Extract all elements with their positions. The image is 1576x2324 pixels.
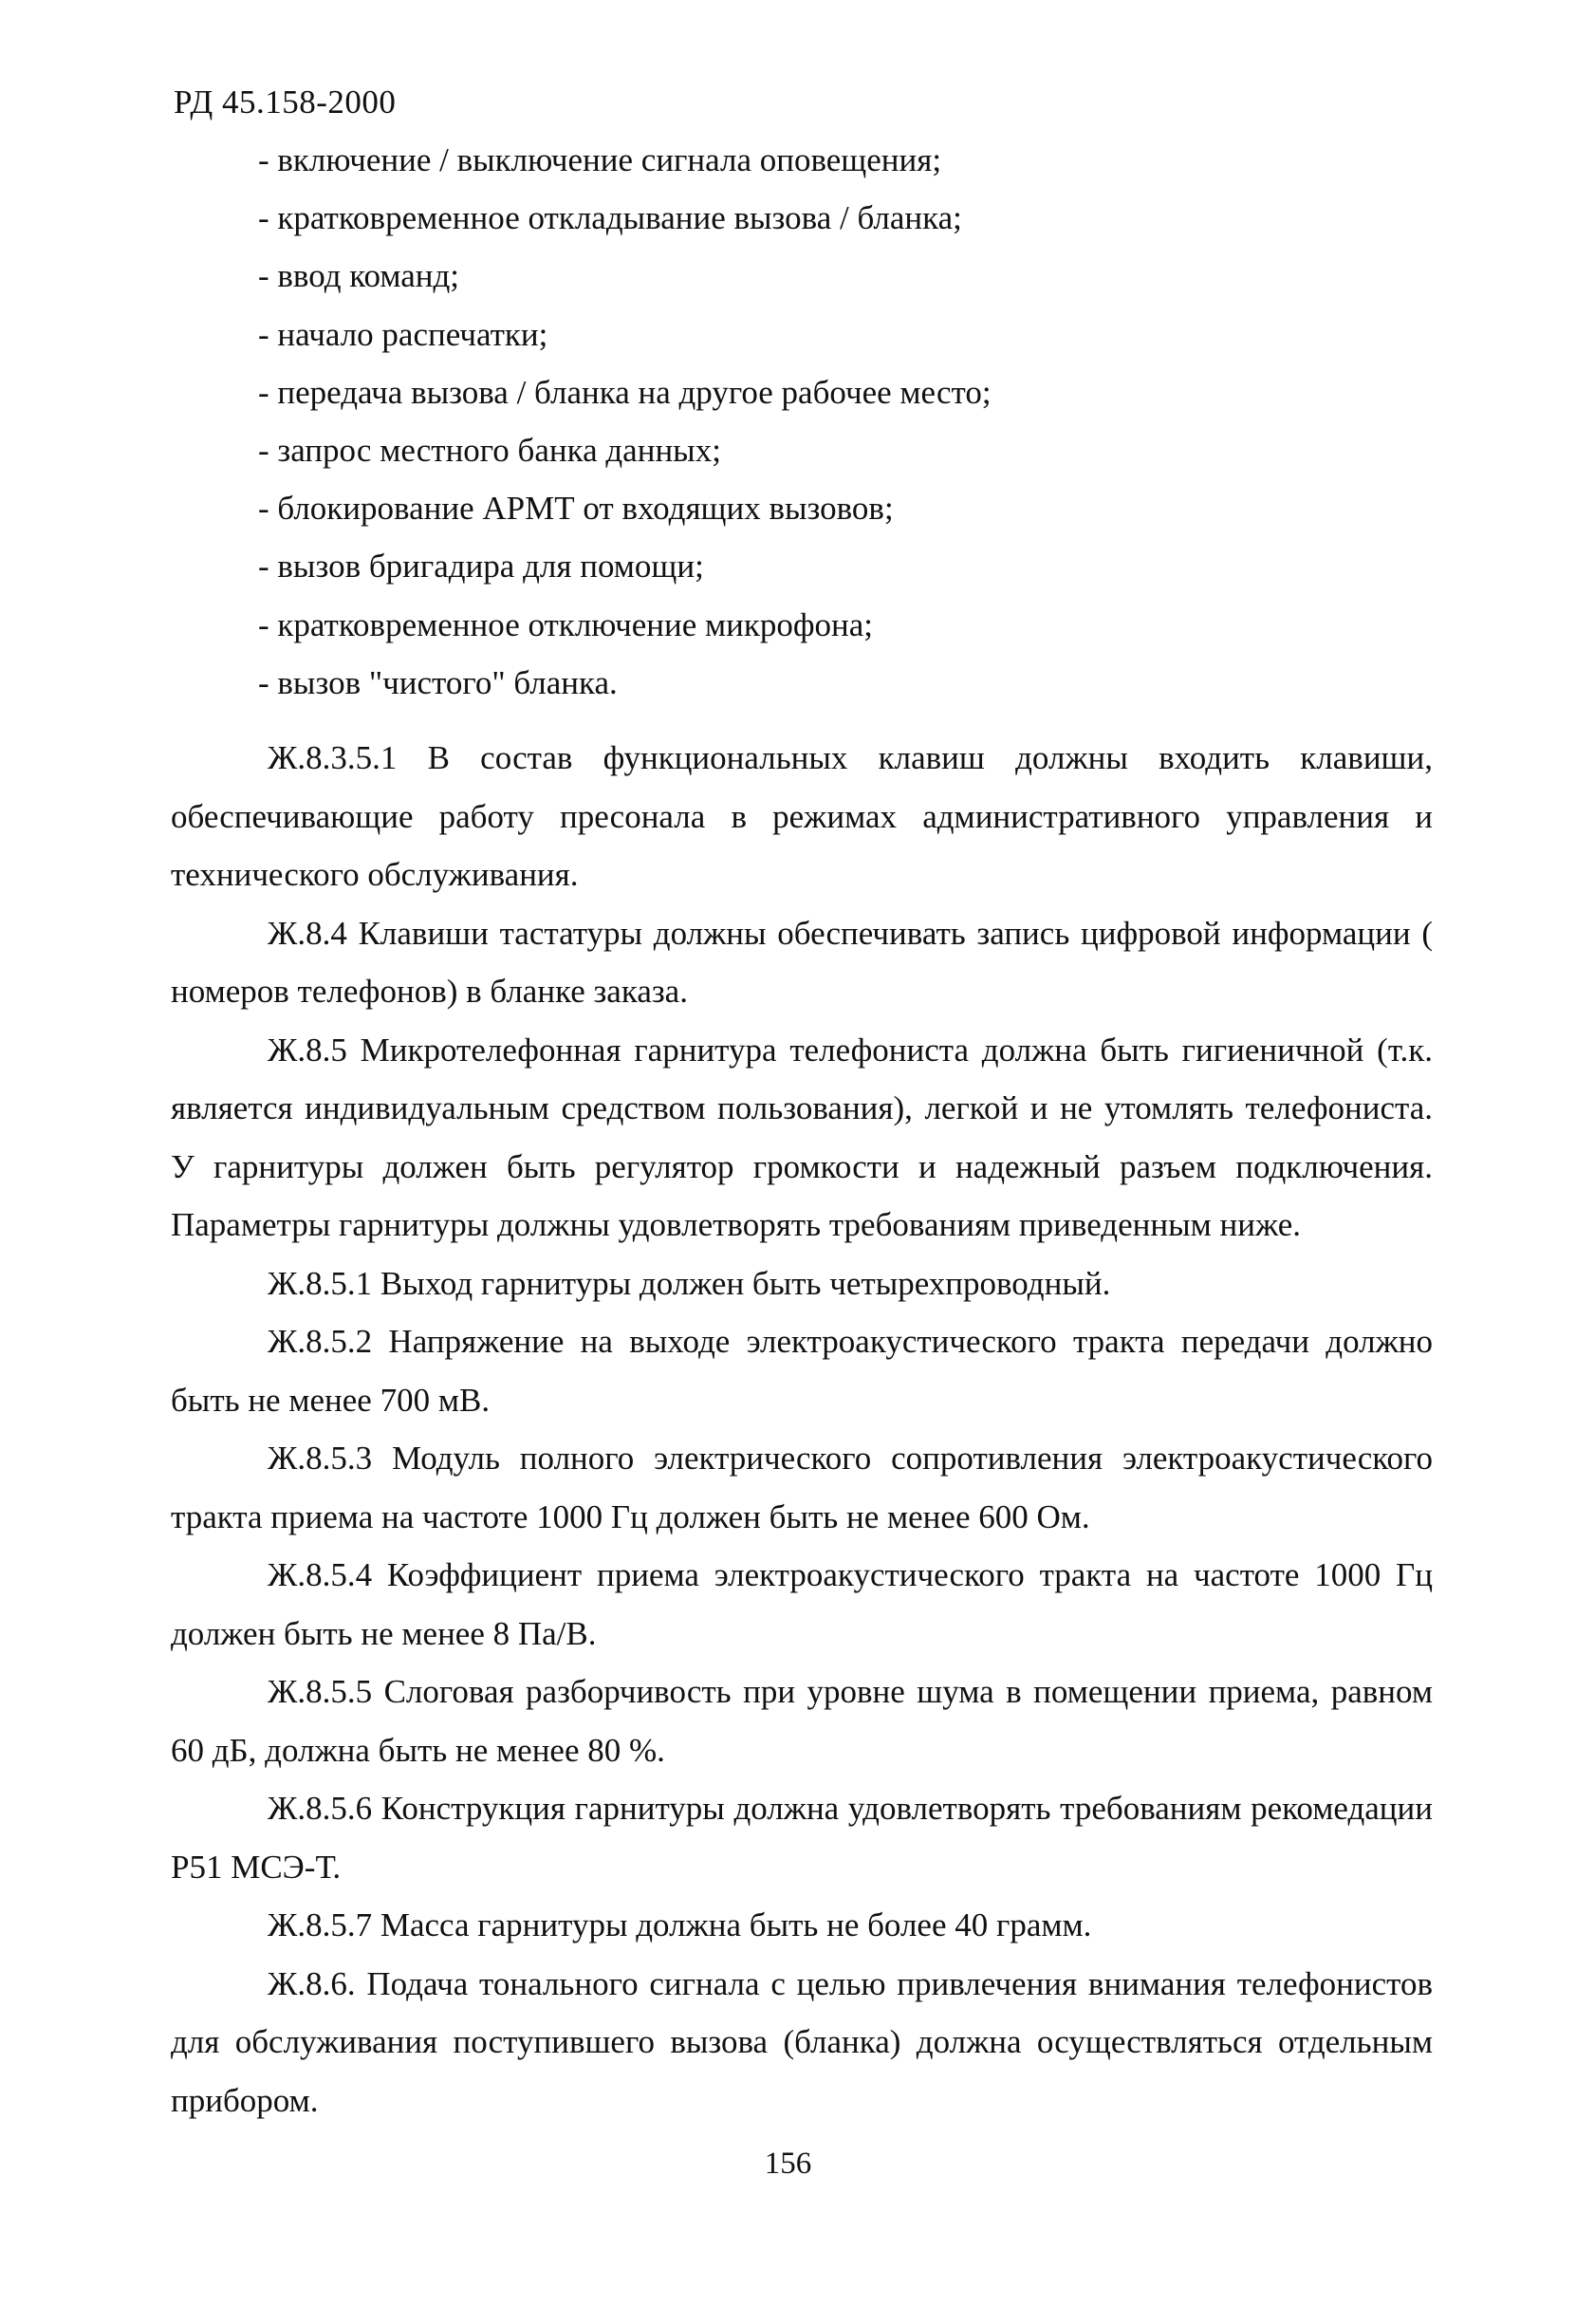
- paragraph-zh-8-5-5: Ж.8.5.5 Слоговая разборчивость при уровне шума в помещении приема, равном 60 дБ, должна быть не менее 80 %.: [171, 1673, 1433, 1769]
- document-code: РД 45.158-2000: [174, 84, 397, 121]
- list-item: - запрос местного банка данных;: [258, 432, 721, 470]
- paragraph-zh-8-5-7: Ж.8.5.7 Масса гарнитуры должна быть не более 40 грамм.: [268, 1906, 1092, 1943]
- list-item: - вызов бригадира для помощи;: [258, 548, 704, 586]
- paragraph-zh-8-6: Ж.8.6. Подача тонального сигнала с целью привлечения внимания телефонистов для обслуживания поступившего вызова (бланка) должна осуществляться отдельным прибором.: [171, 1964, 1433, 2119]
- list-item: - ввод команд;: [258, 257, 460, 295]
- list-item: - кратковременное отключение микрофона;: [258, 605, 874, 643]
- paragraph-zh-8-4: Ж.8.4 Клавиши тастатуры должны обеспечивать запись цифровой информации ( номеров телефонов) в бланке заказа.: [171, 914, 1433, 1010]
- document-body: [171, 729, 1433, 2129]
- paragraph-zh-8-5-6: Ж.8.5.6 Конструкция гарнитуры должна удовлетворять требованиям рекомедации Р51 МСЭ-Т.: [171, 1790, 1433, 1886]
- list-item: - начало распечатки;: [258, 315, 548, 353]
- list-item: - кратковременное откладывание вызова / бланка;: [258, 199, 962, 237]
- paragraph-zh-8-3-5-1: Ж.8.3.5.1 В состав функциональных клавиш должны входить клавиши, обеспечивающие работу пресонала в режимах административного управления и технического обслуживания.: [171, 739, 1433, 893]
- paragraph-zh-8-5-1: Ж.8.5.1 Выход гарнитуры должен быть четырехпроводный.: [268, 1264, 1111, 1302]
- list-item: - блокирование АРМТ от входящих вызовов;: [258, 490, 894, 528]
- paragraph-zh-8-5-4: Ж.8.5.4 Коэффициент приема электроакустического тракта на частоте 1000 Гц должен быть не менее 8 Па/В.: [171, 1556, 1433, 1652]
- paragraph-zh-8-5-2: Ж.8.5.2 Напряжение на выходе электроакустического тракта передачи должно быть не менее 700 мВ.: [171, 1323, 1433, 1419]
- list-item: - передача вызова / бланка на другое рабочее место;: [258, 373, 992, 411]
- function-list: [258, 131, 1444, 712]
- paragraph-zh-8-5: Ж.8.5 Микротелефонная гарнитура телефониста должна быть гигиеничной (т.к. является индивидуальным средством пользования), легкой и не утомлять телефониста. У гарнитуры должен быть регулятор громкости и надежный разъем подключения. Параметры гарнитуры должны удовлетворять требованиям приведенным ниже.: [171, 1031, 1433, 1243]
- list-item: - включение / выключение сигнала оповещения;: [258, 141, 942, 178]
- paragraph-zh-8-5-3: Ж.8.5.3 Модуль полного электрического сопротивления электроакустического тракта приема на частоте 1000 Гц должен быть не менее 600 Ом.: [171, 1440, 1433, 1535]
- page-number: 156: [764, 2147, 812, 2181]
- list-item: - вызов "чистого" бланка.: [258, 663, 618, 701]
